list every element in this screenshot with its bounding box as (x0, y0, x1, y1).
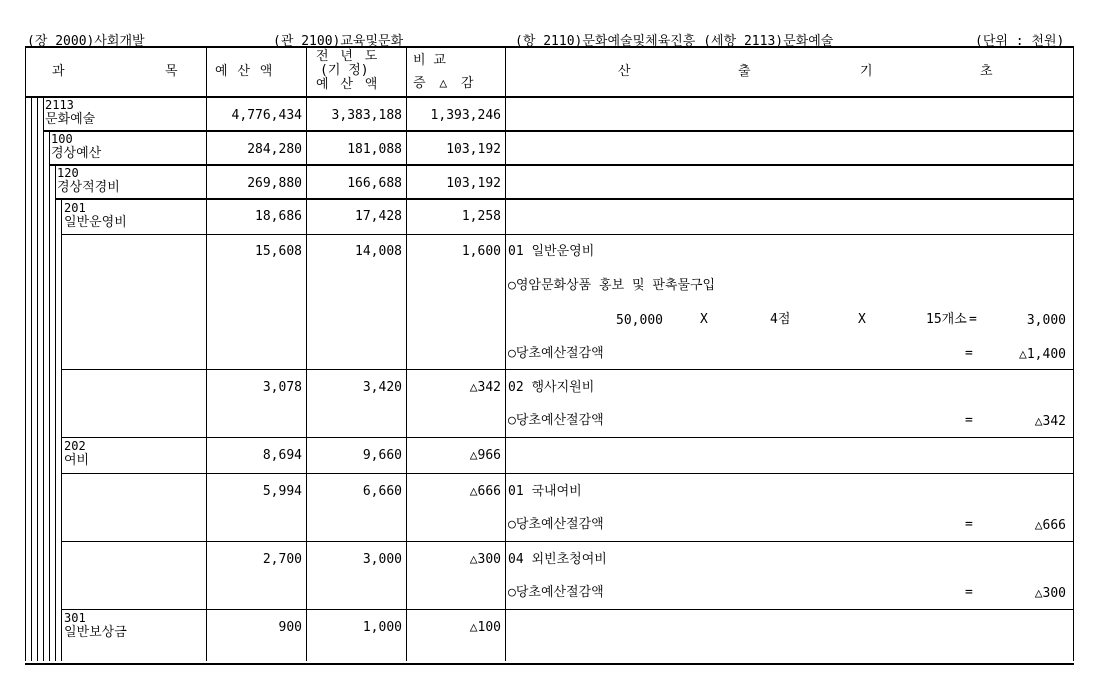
calc-title: 02 행사지원비 (508, 380, 595, 395)
indent-line-1 (31, 98, 32, 661)
row-rule-7 (61, 473, 1074, 474)
row-code: 100 (51, 132, 73, 146)
calc-amount: △666 (1034, 518, 1066, 533)
row-budget: 269,880 (247, 176, 302, 191)
row-prev: 166,688 (347, 176, 402, 191)
row-name: 경상예산 (51, 146, 102, 161)
header-jang: (장 2000)사회개발 (27, 34, 145, 49)
row-prev: 6,660 (362, 484, 402, 499)
col-header-diff-1: 비 교 (413, 53, 446, 68)
row-rule-3 (55, 198, 1074, 200)
calc-title: 01 국내여비 (508, 484, 582, 499)
row-code: 120 (57, 166, 79, 180)
col-divider-budget (206, 46, 207, 661)
calc-unit-price: 50,000 (616, 313, 663, 328)
col-header-item-right: 목 (165, 64, 178, 79)
row-rule-4 (61, 234, 1074, 235)
row-code: 202 (64, 439, 86, 453)
calc-times: X (700, 312, 708, 327)
row-name: 경상적경비 (57, 180, 120, 195)
row-name: 문화예술 (45, 112, 96, 127)
col-divider-diff (406, 46, 407, 661)
row-name: 여비 (64, 453, 90, 468)
calc-times: X (858, 312, 866, 327)
row-diff: 103,192 (446, 176, 501, 191)
row-name: 일반운영비 (64, 215, 127, 230)
col-divider-prev (306, 46, 307, 661)
row-name: 일반보상금 (64, 625, 127, 640)
calc-item: ○당초예산절감액 (508, 517, 604, 532)
calc-item: ○당초예산절감액 (508, 413, 604, 428)
header-bottom-rule (25, 96, 1074, 98)
calc-amount: △300 (1034, 586, 1066, 601)
row-diff: △966 (469, 448, 501, 463)
calc-amount: △342 (1034, 414, 1066, 429)
row-diff: △100 (469, 620, 501, 635)
row-prev: 3,000 (362, 552, 402, 567)
row-prev: 181,088 (347, 142, 402, 157)
calc-equals: = (965, 517, 973, 532)
right-border (1073, 46, 1074, 661)
row-budget: 5,994 (262, 484, 302, 499)
row-code: 2113 (45, 98, 74, 112)
calc-item: ○당초예산절감액 (508, 585, 604, 600)
row-rule-6 (61, 437, 1074, 438)
row-prev: 3,420 (362, 380, 402, 395)
row-prev: 14,008 (355, 244, 402, 259)
row-prev: 3,383,188 (331, 108, 402, 123)
col-header-calc-3: 기 (860, 64, 873, 79)
row-budget: 18,686 (255, 209, 302, 224)
indent-line-4 (49, 132, 50, 661)
header-gwan: (관 2100)교육및문화 (273, 34, 404, 49)
row-budget: 3,078 (262, 380, 302, 395)
row-diff: 1,258 (461, 209, 501, 224)
row-budget: 2,700 (262, 552, 302, 567)
indent-line-5 (55, 166, 56, 661)
indent-line-3 (43, 98, 44, 661)
calc-equals: = (965, 413, 973, 428)
col-header-calc-1: 산 (618, 64, 631, 79)
calc-count: 15개소 (926, 312, 967, 327)
row-budget: 4,776,434 (231, 108, 302, 123)
row-rule-8 (61, 541, 1074, 542)
row-budget: 900 (278, 620, 302, 635)
calc-item: ○영암문화상품 홍보 및 판촉물구입 (508, 278, 716, 293)
calc-item: ○당초예산절감액 (508, 346, 604, 361)
row-rule-9 (61, 609, 1074, 610)
header-unit: (단위 : 천원) (975, 34, 1065, 49)
col-header-prev-1: 전 년 도 (316, 49, 380, 64)
row-budget: 8,694 (262, 448, 302, 463)
calc-title: 04 외빈초청여비 (508, 552, 607, 567)
header-hang: (항 2110)문화예술및체육진흥 (세항 2113)문화예술 (515, 34, 834, 49)
calc-equals: = (965, 585, 973, 600)
calc-amount: 3,000 (1026, 313, 1066, 328)
col-header-calc-4: 초 (980, 64, 993, 79)
row-diff: △342 (469, 380, 501, 395)
row-budget: 284,280 (247, 142, 302, 157)
indent-line-2 (37, 98, 38, 661)
row-diff: 1,600 (461, 244, 501, 259)
calc-equals: = (965, 346, 973, 361)
col-header-diff-2: 증 △ 감 (413, 76, 477, 91)
col-header-prev-2: (기 정) (320, 63, 369, 78)
row-prev: 1,000 (362, 620, 402, 635)
row-code: 301 (64, 611, 86, 625)
row-prev: 9,660 (362, 448, 402, 463)
indent-line-6 (61, 200, 62, 661)
row-diff: △300 (469, 552, 501, 567)
calc-qty: 4점 (770, 312, 791, 327)
row-rule-2 (49, 164, 1074, 166)
row-diff: 103,192 (446, 142, 501, 157)
row-rule-1 (43, 130, 1074, 132)
row-diff: 1,393,246 (430, 108, 501, 123)
col-divider-calc (505, 46, 506, 661)
calc-title: 01 일반운영비 (508, 244, 595, 259)
col-header-item-left: 과 (52, 64, 65, 79)
calc-equals: = (969, 312, 977, 327)
col-header-prev-3: 예 산 액 (316, 77, 380, 92)
row-code: 201 (64, 201, 86, 215)
left-border (25, 46, 26, 661)
row-rule-5 (61, 369, 1074, 370)
row-diff: △666 (469, 484, 501, 499)
col-header-calc-2: 출 (738, 64, 751, 79)
calc-amount: △1,400 (1019, 347, 1066, 362)
row-prev: 17,428 (355, 209, 402, 224)
row-budget: 15,608 (255, 244, 302, 259)
col-header-budget: 예 산 액 (215, 64, 274, 79)
